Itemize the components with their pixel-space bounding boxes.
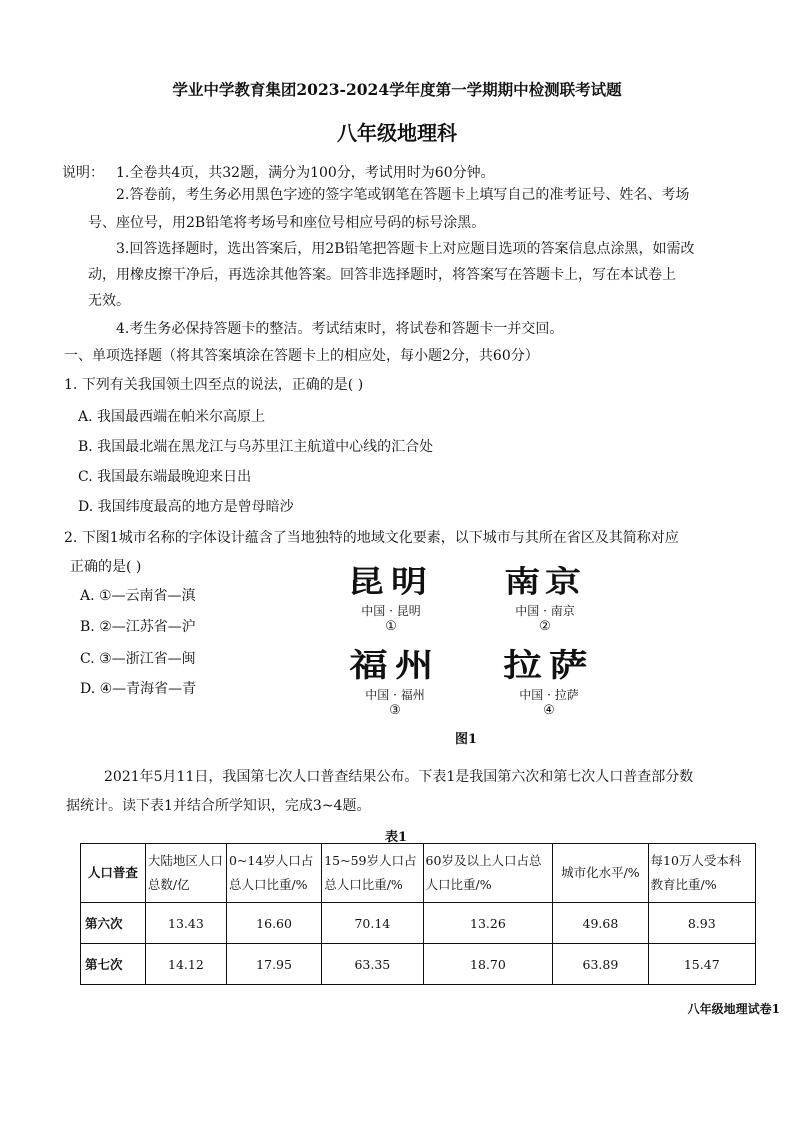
table-cell: 14.12 [145,944,226,985]
instructions-label: 说明： [62,165,104,181]
table-cell: 16.60 [226,903,321,944]
header-cell: 每10万人受本科教育比重/% [648,844,755,903]
page-footer: 八年级地理试卷1 [687,1002,780,1016]
table-cell: 18.70 [423,944,553,985]
figure-item [316,564,466,634]
instruction-line: 2.答卷前，考生务必用黑色字迹的签字笔或钢笔在答题卡上填写自己的准考证号、姓名、考场 [116,187,690,203]
figure-item [474,644,624,718]
figure-label: 中国 · 拉萨 [519,688,579,702]
city-wordmark: 福州 [349,646,441,684]
instruction-line: 1.全卷共4页，共32题，满分为100分，考试用时为60分钟。 [116,165,495,181]
table-cell: 49.68 [553,903,648,944]
instruction-line: 动，用橡皮擦干净后，再选涂其他答案。回答非选择题时，将答案写在答题卡上，写在本试卷上 [88,267,676,283]
figure-label: 中国 · 福州 [365,688,425,702]
census-table [80,843,756,985]
figure-item [470,564,620,634]
option-a: A. 我国最西端在帕米尔高原上 [78,409,266,425]
question-stem-cont: 正确的是( ) [70,559,142,575]
figure-label: 中国 · 昆明 [361,604,421,618]
instruction-line: 号、座位号，用2B铅笔将考场号和座位号相应号码的标号涂黑。 [88,215,486,231]
header-cell: 人口普查 [81,844,146,903]
section-heading: 一、单项选择题（将其答案填涂在答题卡上的相应处，每小题2分，共60分） [64,348,539,364]
table-row [81,903,756,944]
figure-number: ④ [543,703,555,718]
option-c: C. 我国最东端最晚迎来日出 [78,469,252,485]
option-d: D. ④—青海省—青 [80,681,197,697]
table-cell: 63.89 [553,944,648,985]
table-cell: 70.14 [322,903,423,944]
option-b: B. ②—江苏省—沪 [80,619,196,635]
table-cell: 8.93 [648,903,755,944]
figure-number: ③ [389,703,401,718]
instruction-line: 4.考生务必保持答题卡的整洁。考试结束时，将试卷和答题卡一并交回。 [116,321,564,337]
question-stem: 2. 下图1城市名称的字体设计蕴含了当地独特的地域文化要素，以下城市与其所在省区及其简称对应 [64,530,679,546]
table-cell: 15.47 [648,944,755,985]
option-c: C. ③—浙江省—闽 [80,651,196,667]
city-wordmark: 南京 [504,565,586,600]
option-b: B. 我国最北端在黑龙江与乌苏里江主航道中心线的汇合处 [78,439,434,455]
header-cell: 0~14岁人口占总人口比重/% [226,844,321,903]
passage-line: 2021年5月11日，我国第七次人口普查结果公布。下表1是我国第六次和第七次人口普查部分数 [104,769,694,785]
exam-subject: 八年级地理科 [337,121,457,145]
table-caption: 表1 [385,830,408,845]
instruction-line: 3.回答选择题时，选出答案后，用2B铅笔把答题卡上对应题目选项的答案信息点涂黑，如需改 [116,241,695,257]
figure-number: ② [539,619,551,634]
exam-title: 学业中学教育集团2023-2024学年度第一学期期中检测联考试题 [172,80,622,99]
option-a: A. ①—云南省—滇 [80,588,196,604]
table-header-row [81,844,756,903]
figure-number: ① [385,619,397,634]
header-cell: 大陆地区人口总数/亿 [145,844,226,903]
figure-label: 中国 · 南京 [515,604,575,618]
figure-caption: 图1 [455,732,478,747]
instruction-line: 无效。 [88,293,130,309]
table-row [81,944,756,985]
table-cell: 17.95 [226,944,321,985]
row-label: 第六次 [81,903,146,944]
question-stem: 1. 下列有关我国领土四至点的说法，正确的是( ) [64,377,364,393]
city-wordmark: 拉萨 [503,646,595,684]
header-cell: 城市化水平/% [553,844,648,903]
passage-line: 据统计。读下表1并结合所学知识，完成3~4题。 [66,798,371,814]
figure-item [320,644,470,718]
table-cell: 13.43 [145,903,226,944]
city-wordmark: 昆明 [347,565,435,600]
header-cell: 60岁及以上人口占总人口比重/% [423,844,553,903]
header-cell: 15~59岁人口占总人口比重/% [322,844,423,903]
table-cell: 63.35 [322,944,423,985]
row-label: 第七次 [81,944,146,985]
table-cell: 13.26 [423,903,553,944]
option-d: D. 我国纬度最高的地方是曾母暗沙 [78,499,294,515]
